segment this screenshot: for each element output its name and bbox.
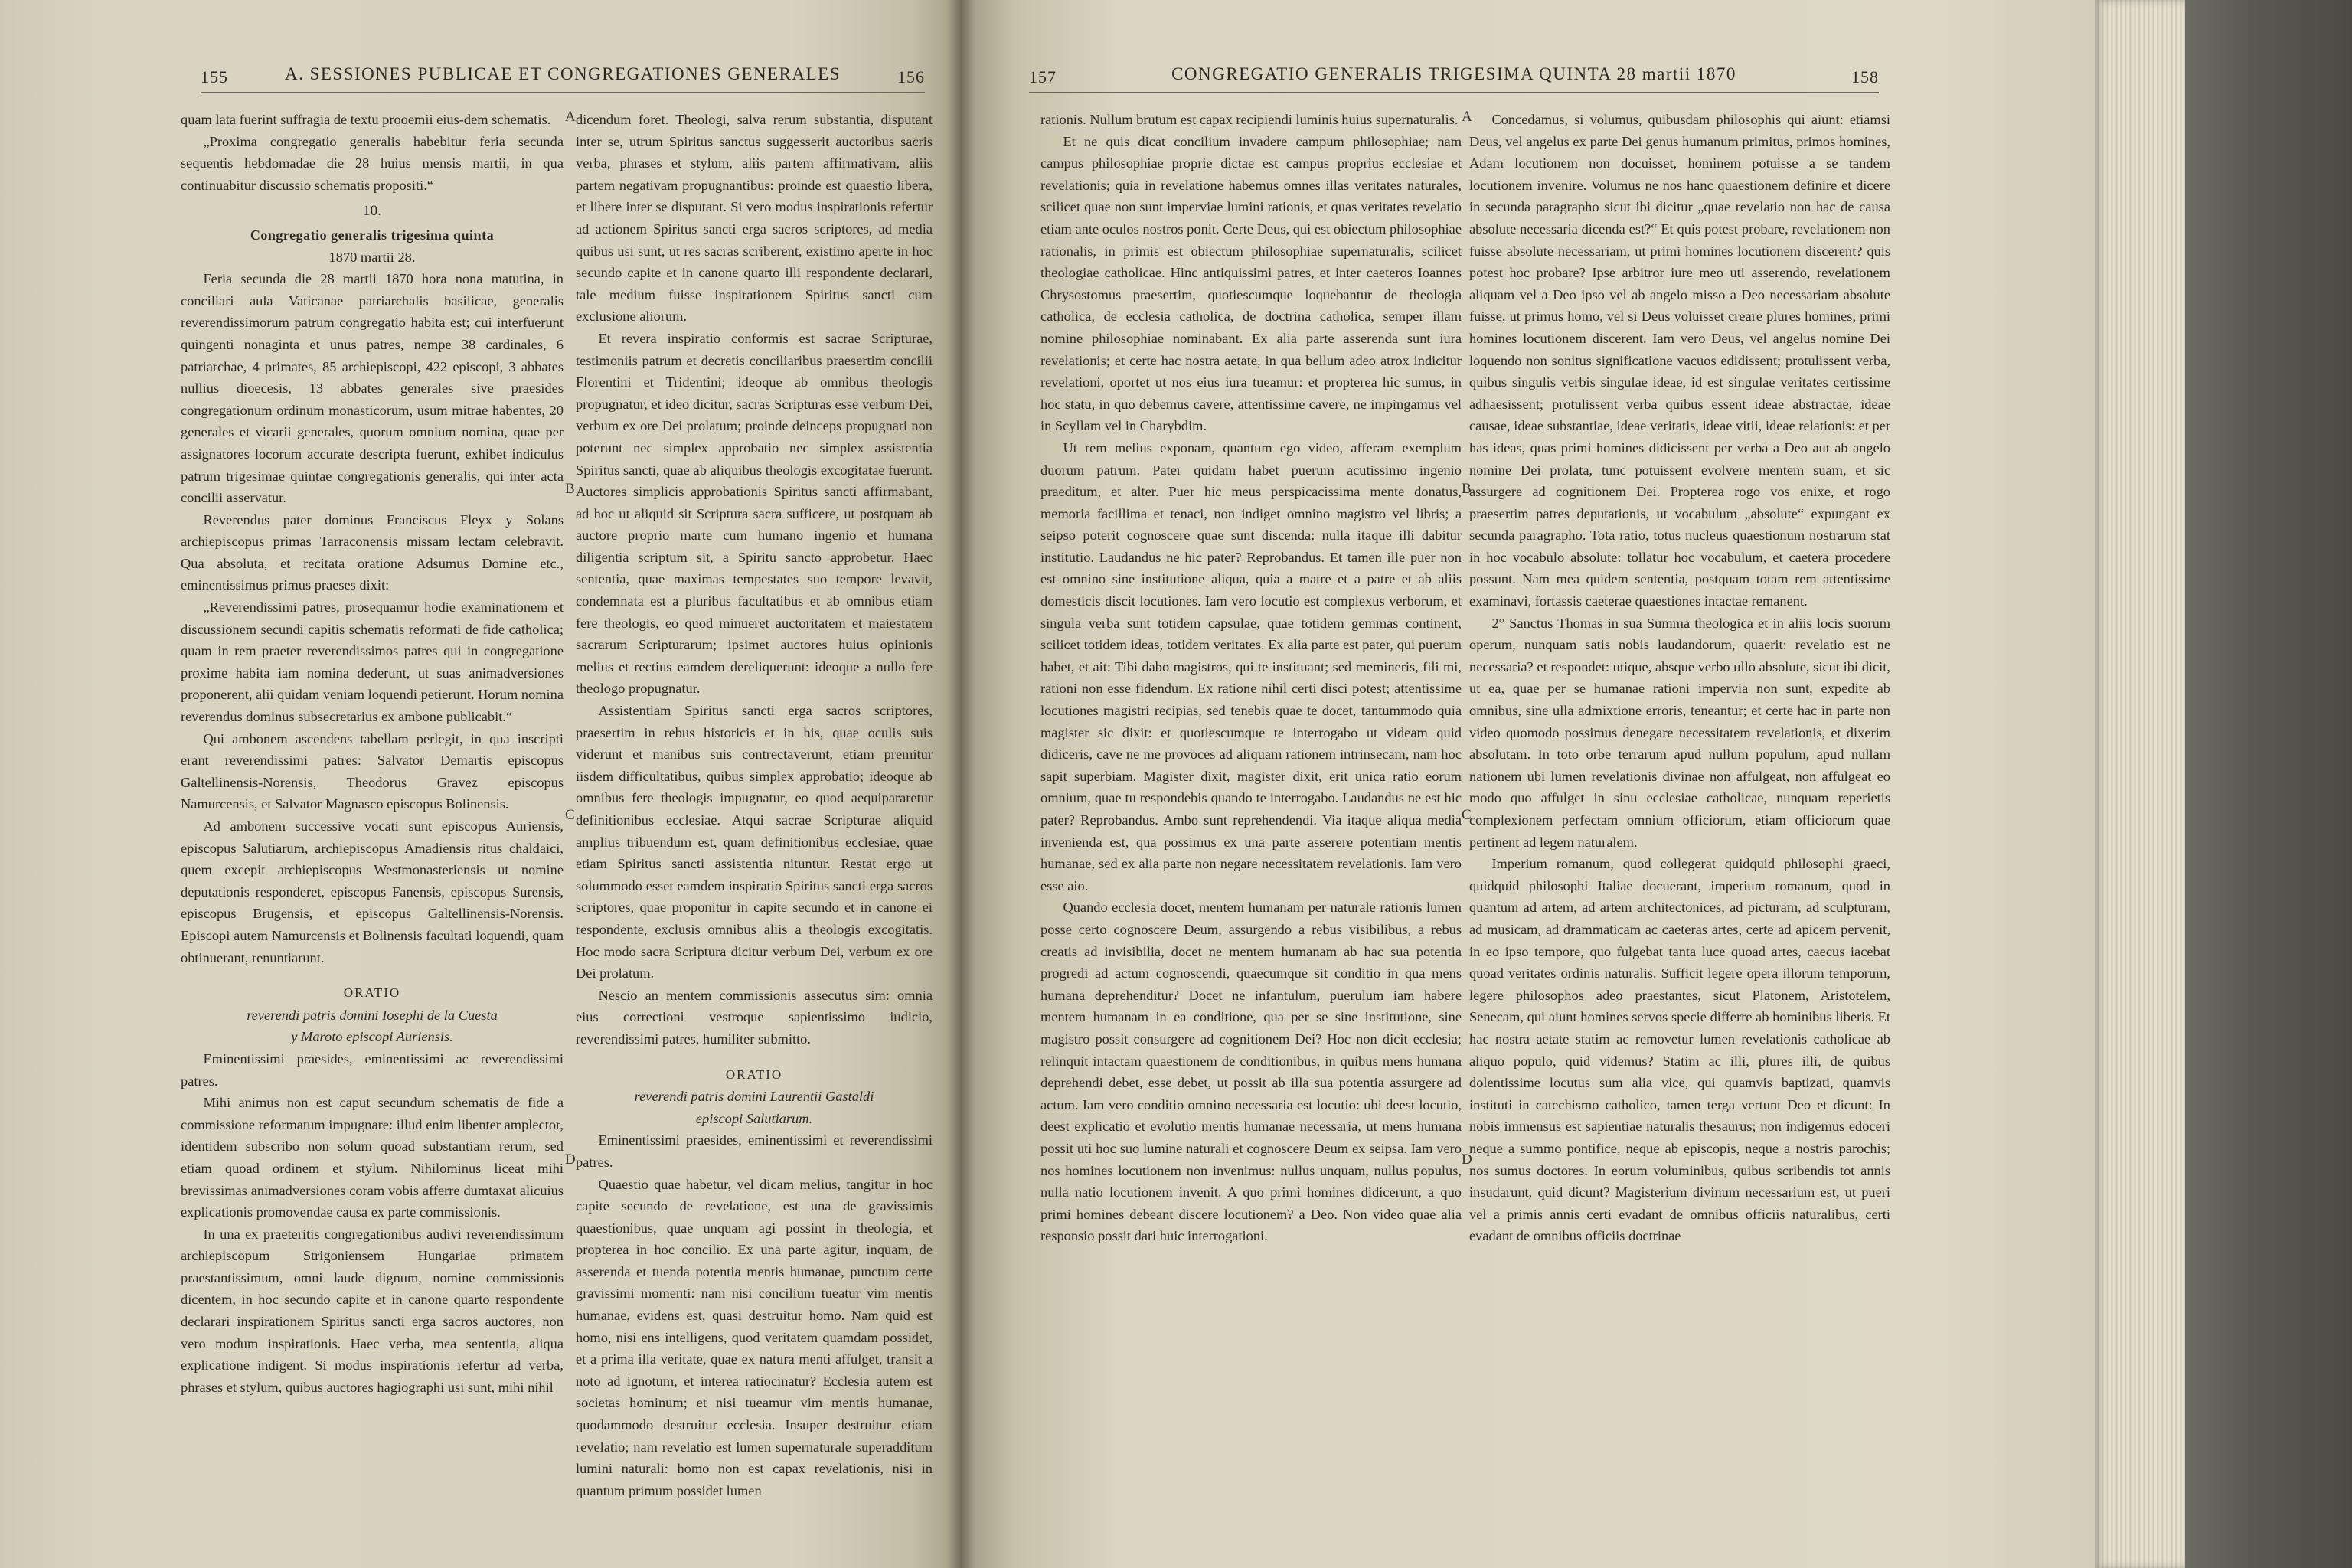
paragraph: Ad ambonem successive vocati sunt episcopus Auriensis, episcopus Salutiarum, archiepiscopus Amadiensis ritus chaldaici, quem excepit archiepiscopus Westmonasteriensis ut nomine deputationis responderet, episcopus Fanensis, episcopus Surensis, episcopus Brugensis, et episcopus Galtellinensis-Norensis. Episcopi autem Namurcensis et Bolinensis facultati loquendi, quam obtinuerant, renuntiarunt. xyxy=(181,818,564,965)
paragraph: Feria secunda die 28 martii 1870 hora nona matutina, in conciliari aula Vaticanae patriarchalis basilicae, generalis reverendissimorum patrum congregatio habita est; cui interfuerunt quingenti nonaginta et unus patres, nempe 38 cardinales, 6 patriarchae, 4 primates, 85 archiepiscopi, 422 episcopi, 3 abbates nullius dioecesis, 13 abbates generales sive praesides congregationum ordinum monasticorum, usum mitrae habentes, 20 generales et vicarii generales, quorum omnium nomina, quae per assignatores locorum accurate descripta fuerunt, exhibet indiculus patrum trigesimae quintae congregationis generalis, qui inter acta concilii asservatur. xyxy=(181,271,564,506)
book-cover-background xyxy=(2185,0,2352,1568)
paragraph: Et revera inspiratio conformis est sacrae Scripturae, testimoniis patrum et decretis conciliaribus praesertim concilii Florentini et Tridentini; ideoque ab omnibus theologis propugnatur, et ideo dicitur, sacras Scripturas esse verbum Dei, verbum ex ore Dei prolatum; proinde deinceps propugnari non poterunt nec simplex approbatio nec simplex assistentia Spiritus sancti, quae ab aliquibus theologis excogitatae fuerunt. Auctores simplicis approbationis Spiritus sancti affirmabant, ad hoc ut aliquid sit Scriptura sacra sufficere, ut postquam ab auctore proprio marte cum humano ingenio et humana diligentia scriptum sit, a Spiritu sancto approbetur. Haec sententia, quae maximas tempestates suo tempore levavit, condemnata est a pluribus facultatibus et ab omnibus etiam fere theologis, eo quod minueret auctoritatem et maiestatem sacrarum Scripturarum; ipsimet auctores huius opinionis melius et rectius eamdem dereliquerunt: ideoque a nullo fere theologo propugnatur. xyxy=(576,330,933,697)
paragraph: „Proxima congregatio generalis habebitur feria secunda sequentis hebdomadae die 28 huius mensis martii, in qua continuabitur discussio schematis propositi.“ xyxy=(181,133,564,193)
right-page xyxy=(960,0,2095,1568)
text-column xyxy=(1469,109,1890,1487)
paragraph: Ut rem melius exponam, quantum ego video, afferam exemplum duorum patrum. Pater quidam habet puerum acutissimo ingenio praeditum, et alter. Puer hic meus perspicacissima mente donatus, memoria facillima et tenaci, non indiget omnino magistro vel libris; a seipso poterit cognoscere quae sunt discenda: nulla itaque illi dabitur institutio. Laudandus ne hic pater? Reprobandus. Et tamen ille puer non est omnino sine institutione aliqua, quia a matre et a patre et ab aliis domesticis discit locutiones. Iam vero locutio est complexus verborum, et singula verba sunt totidem capsulae, quae totidem gemmas continent, scilicet totidem ideas, totidem veritates. Ex alia parte est pater, qui puerum habet, et ait: Tibi dabo magistros, qui te instituant; sed memineris, fili mi, rationi non esse fidendum. Ex ratione nihil certi disci potest; attentissime locutiones magistri recipias, sed tenebis quae te docet, tantummodo quia magister sic dixit: et quotiescumque te interrogabo ut videam quid didiceris, cave ne me provoces ad aliquam rationem intrinsecam, nam hoc sapit superbiam. Magister dixit, magister dixit, erit unica ratio eorum omnium, quae tu respondebis quando te interrogabo. Laudandus ne est hic pater? Reprobandus. Ambo sunt reprehendendi. Via itaque aliqua media invenienda est, qua possimus ex una parte asserere potentiam mentis humanae, sed ex alia parte non negare necessitatem revelationis. Iam vero esse aio. xyxy=(1040,439,1462,893)
orator-line: episcopi Salutiarum. xyxy=(695,1110,813,1126)
paragraph: Assistentiam Spiritus sancti erga sacros scriptores, praesertim in rebus historicis et in his, quae oculis suis viderunt et manibus suis contrectaverunt, etiam premitur iisdem difficultatibus, quibus simplex approbatio; ideoque ab omnibus fere theologis impugnatur, eo quod aequipararetur definitionibus ecclesiae. Atqui sacrae Scripturae aliquid amplius tribuendum est, quam definitionibus ecclesiae, quae etiam Spiritus sancti assistentia nituntur. Restat ergo ut solummodo esset eamdem inspiratio Spiritus sancti erga sacros scriptores, quae proponitur in capite secundo et in canone ei respondente, exclusis omnibus aliis a theologis excogitatis. Hoc modo sacra Scriptura dicitur verbum Dei, verbum ex ore Dei prolatum. xyxy=(576,703,933,982)
paragraph: Reverendus pater dominus Franciscus Fleyx y Solans archiepiscopus primas Tarraconensis missam lectam celebravit. Qua absoluta, et recitata oratione Adsumus Domine etc., eminentissimus primus praeses dixit: xyxy=(181,511,564,593)
running-header-left xyxy=(201,61,925,93)
paragraph: Qui ambonem ascendens tabellam perlegit, in qua inscripti erant reverendissimi patres: Salvator Demartis episcopus Galtellinensis-Norensis, Theodorus Gravez episcopus Namurcensis, et Salvator Magnasco episcopus Bolinensis. xyxy=(181,730,564,812)
book-gutter xyxy=(946,0,975,1568)
oratio-heading: ORATIO xyxy=(725,1067,783,1082)
paragraph: Eminentissimi praesides, eminentissimi et reverendissimi patres. xyxy=(576,1132,933,1170)
paragraph: dicendum foret. Theologi, salva rerum substantia, disputant inter se, utrum Spiritus sanctus suggesserit auctoribus sacris verba, phrases et stylum, aliis partem affirmativam, aliis partem negativam propugnantibus: proinde est quaestio libera, et libere inter se disputant. Si vero modus inspirationis refertur ad actionem Spiritus sancti erga sacros scriptores, ad media quibus usi sunt, ut res sacras scriberent, existimo aperte in hoc secundo capite et in canone quarto illi respondente declarari, tale medium fuisse inspirationem Spiritus sancti cum exclusione aliorum. xyxy=(576,112,933,325)
paragraph: Et ne quis dicat concilium invadere campum philosophiae; nam campus philosophiae proprie dictae est campus proprius ecclesiae et revelationis; quia in revelatione habemus omnes illas veritates naturales, scilicet quae non sunt imperviae lumini rationis, et quas veritates revelatio etiam ante oculos nostros ponit. Certe Deus, qui est obiectum philosophiae rationalis, in primis est obiectum philosophiae supernaturalis, scilicet theologiae catholicae. Hinc antiquissimi patres, et inter caeteros Ioannes Chrysostomus praesertim, quotiescumque loquebantur de theologia catholica, de ecclesia catholica, de doctrina catholica, semper illam nomine philosophiae nominabant. Ex alia parte asserenda sunt iura revelationis; et certe hac nostra aetate, in qua bellum adeo atrox indicitur revelationi, oportet ut nos eius iura tueamur: et propterea hic sumus, in hoc statu, in quo debemus cavere, attentissime cavere, ne impingamus vel in Scyllam vel in Charybdim. xyxy=(1040,133,1462,434)
paragraph: Mihi animus non est caput secundum schematis de fide a commissione reformatum impugnare: illud enim libenter amplector, identidem subscribo non solum quoad substantiam rerum, sed etiam quoad ordinem et stylum. Nihilominus liceat mihi brevissimas animadversiones coram vobis afferre dumtaxat alicuius explicationis promovendae causa ex parte commissionis. xyxy=(181,1095,564,1220)
margin-marker: C xyxy=(565,807,575,823)
section-number: 10. xyxy=(363,203,381,220)
paragraph: Quando ecclesia docet, mentem humanam per naturale rationis lumen posse certo cognoscere Deum, assurgendo a rebus visibilibus, a rebus creatis ad invisibilia, docet ne mentem humanam ab hac sua potentia progredi ad actum cognoscendi, quaecumque sit conditio in qua mens humana deprehenditur? Docet ne infantulum, puerulum iam habere mentem humanam in ea conditione, qua per se sine institutione, sine magistro possit consurgere ad cognitionem Dei? Hoc non dicit ecclesia; relinquit intactam quaestionem de conditionibus, in quibus mens humana deprehendi debet, esse debet, ut possit ab illa sua potentia assurgere ad actum. Iam vero conditio omnino necessaria est locutio: ubi deest locutio, deest explicatio et evolutio mentis humanae necessaria, ut mens humana possit uti hoc suo lumine naturali et cognoscere Deum ex seipsa. Iam vero nos homines locutionem non invenimus: nullus unquam, nullus populus, nulla natio locutionem invenit. A quo primi homines didicerunt, a quo primi homines debeant discere locutionem? a Deo. Non video quae alia responsio possit dari huic interrogationi. xyxy=(1040,900,1462,1244)
margin-marker: B xyxy=(1462,481,1472,497)
page-number: 157 xyxy=(1029,67,1057,87)
paragraph: „Reverendissimi patres, prosequamur hodie examinationem et discussionem secundi capitis schematis reformati de fide catholica; quam in rem praeter reverendissimos patres qui in congregatione proxime habita iam nomina dederunt, ut suas animadversiones proponerent, alii quidam veniam loquendi petierunt. Horum nomina reverendus dominus subsecretarius ex ambone publicabit.“ xyxy=(181,599,564,725)
page-number: 158 xyxy=(1851,67,1879,87)
section-date: 1870 martii 28. xyxy=(328,249,416,265)
margin-marker: A xyxy=(1462,109,1472,125)
page-number: 155 xyxy=(201,67,228,87)
oratio-heading: ORATIO xyxy=(343,985,401,1001)
margin-marker: D xyxy=(565,1152,576,1168)
margin-marker: B xyxy=(565,481,575,497)
orator-line: y Maroto episcopi Auriensis. xyxy=(291,1029,453,1045)
section-title: Congregatio generalis trigesima quinta xyxy=(250,227,495,243)
paragraph: Imperium romanum, quod collegerat quidquid philosophi graeci, quidquid philosophi Italiae docuerant, imperium romanum, quod in quantum ad artem, ad artem architectonices, ad picturam, ad sculpturam, ad musicam, ad drammaticam ac caeteras artes, certe ad apicem pervenit, in eo ipso tempore, quo fulgebat tanta luce quoad artes, caecus iacebat quoad veritates ordinis naturalis. Sufficit legere opera illorum temporum, legere philosophos adeo praestantes, sicut Platonem, Aristotelem, Senecam, qui aiunt homines servos specie differre ab hominibus liberis. Et hac nostra aetate statim ac removetur lumen revelationis catholicae ab aliquo populo, quid videmus? Statim ac illi, plures illi, de quibus dolentissime locutus sum alia vice, qui quamvis baptizati, quamvis instituti in catechismo catholico, tamen terga vertunt Deo et dicunt: In nobis immensus est sapientiae naturalis thesaurus; non indigemus edoceri neque a summo pontifice, neque ab episcopis, neque a nostris parochis; nos sumus doctores. In eorum voluminibus, quibus scribendis tot annis insudarunt, quid dicunt? Magisterium divinum necessarium est, ut pueri vel a primis annis certi evadant de omnibus officiis naturalibus, certi evadant de omnibus officiis doctrinae xyxy=(1469,856,1890,1244)
text-column xyxy=(576,109,933,1498)
paragraph: Concedamus, si volumus, quibusdam philosophis qui aiunt: etiamsi Deus, vel angelus ex parte Dei genus humanum primitus, primos homines, Adam locutionem non docuisset, hominem potuisse a se tandem locutionem invenire. Volumus ne nos hanc quaestionem definire et dicere in secunda paragrapho sicut ibi dicitur „quae revelatio non hac de causa absolute necessaria dicenda est?“ Et quis potest probare, revelationem non fuisse absolute necessariam, ut primi homines locutionem discerent? quis potest hoc probare? Ipse arbitror iure meo uti asserendo, revelationem aliquam vel a Deo ipso vel ab angelo misso a Deo necessariam absolute fuisse, ut primus homo, vel si Deus voluisset creare plures homines, primi homines locutionem discerent. Iam vero Deus, vel angelus nomine Dei loquendo non sonitus significatione vacuos edidissent; protulissent verba, quibus singulis verbis singulae ideae, id est singulae veritates certissime adhaesissent; protulissent verba quibus essent ideae abstractae, ideae causae, ideae substantiae, ideae veritatis, ideae vitii, ideae relationis: et per has ideas, quas primi homines didicissent per verba a Deo aut ab angelo nomine Dei prolata, tunc potuissent evolvere mentem suam, et sic assurgere ad cognitionem Dei. Propterea rogo vos enixe, et rogo praesertim patres deputationis, ut vocabulum „absolute“ expungant ex secunda paragrapho. Tota ratio, totus nucleus quaestionum nostrarum stat in hoc vocabulo absolute: tollatur hoc vocabulum, et caetera procedere possunt. Nam mea quidem sententia, postquam totam rem attentissime examinavi, fortassis caeterae quaestiones intactae remanent. xyxy=(1469,112,1890,609)
paragraph: quam lata fuerint suffragia de textu prooemii eius-dem schematis. xyxy=(181,112,551,127)
paragraph: In una ex praeteritis congregationibus audivi reverendissimum archiepiscopum Strigoniensem Hungariae primatem praestantissimum, omni laude dignum, nomine commissionis dicentem, in hoc secundo capite et in canone quarto respondente declarari inspirationem Spiritus sancti erga sacros auctores, non vero modum inspirationis. Haec verba, mea sententia, aliqua explicatione indigent. Si modus inspirationis refertur ad verba, phrases et stylum, quibus auctores hagiographi usi sunt, mihi nihil xyxy=(181,1226,564,1395)
header-title: CONGREGATIO GENERALIS TRIGESIMA QUINTA 28 martii 1870 xyxy=(1171,64,1736,83)
paragraph: Nescio an mentem commissionis assecutus sim: omnia eius correctioni vestroque sapientissimo iudicio, reverendissimi patres, humiliter submitto. xyxy=(576,987,933,1047)
paragraph: rationis. Nullum brutum est capax recipiendi luminis huius supernaturalis. xyxy=(1040,112,1459,127)
page-number: 156 xyxy=(897,67,925,87)
paragraph: 2° Sanctus Thomas in sua Summa theologica et in aliis locis suorum operum, nunquam satis nobis laudandorum, quaerit: revelatio est ne necessaria? et respondet: utique, absque verbo ullo absolute, sicut ibi dicit, ut ea, quae per se humanae rationi impervia non sunt, expedite ab omnibus, sine ulla admixtione erroris, teneantur; et certe hac in parte non video quomodo possimus denegare necessitatem revelationis, et dixerim absolutam. In toto orbe terrarum apud nullum populum, apud nullam nationem ubi lumen revelationis divinae non affulgeat, non affulgeat eo modo quo affulget in sinu ecclesiae catholicae, nunquam reperietis complexionem perfectam omnium officiorum, etiam officiorum quae pertinent ad legem naturalem. xyxy=(1469,615,1890,850)
left-page xyxy=(0,0,960,1568)
paragraph: Quaestio quae habetur, vel dicam melius, tangitur in hoc capite secundo de revelatione, est una de gravissimis quaestionibus, quae unquam agi possint in theologia, et propterea in hoc concilio. Ex una parte agitur, inquam, de asserenda et tuenda potentia mentis humanae, punctum certe gravissimi momenti: nam nisi concilium tueatur vim mentis humanae, evidens est, quasi destruitur homo. Nam quid est homo, nisi ens intelligens, quod veritatem quamdam possidet, et a prima illa veritate, quae ex natura menti affulget, transit a noto ad ignotum, et interea ratiocinatur? Ecclesia autem est societas hominum; et nisi tueamur vim mentis humanae, quodammodo destruitur ecclesia. Insuper destruitur etiam revelatio; nam revelatio est lumen supernaturale superadditum lumini naturali: homo non est capax revelationis, nisi in quantum primum possidet lumen xyxy=(576,1176,933,1498)
margin-marker: A xyxy=(565,109,576,125)
orator-line: reverendi patris domini Iosephi de la Cuesta xyxy=(247,1007,498,1023)
page-edges xyxy=(2095,0,2185,1568)
paragraph: Eminentissimi praesides, eminentissimi ac reverendissimi patres. xyxy=(181,1050,564,1089)
margin-marker: D xyxy=(1462,1152,1472,1168)
text-column xyxy=(1040,109,1462,1487)
running-header-right xyxy=(1029,61,1879,93)
orator-line: reverendi patris domini Laurentii Gastaldi xyxy=(634,1089,874,1105)
margin-marker: C xyxy=(1462,807,1472,823)
header-title: A. SESSIONES PUBLICAE ET CONGREGATIONES GENERALES xyxy=(284,64,841,83)
text-column xyxy=(181,109,564,1487)
